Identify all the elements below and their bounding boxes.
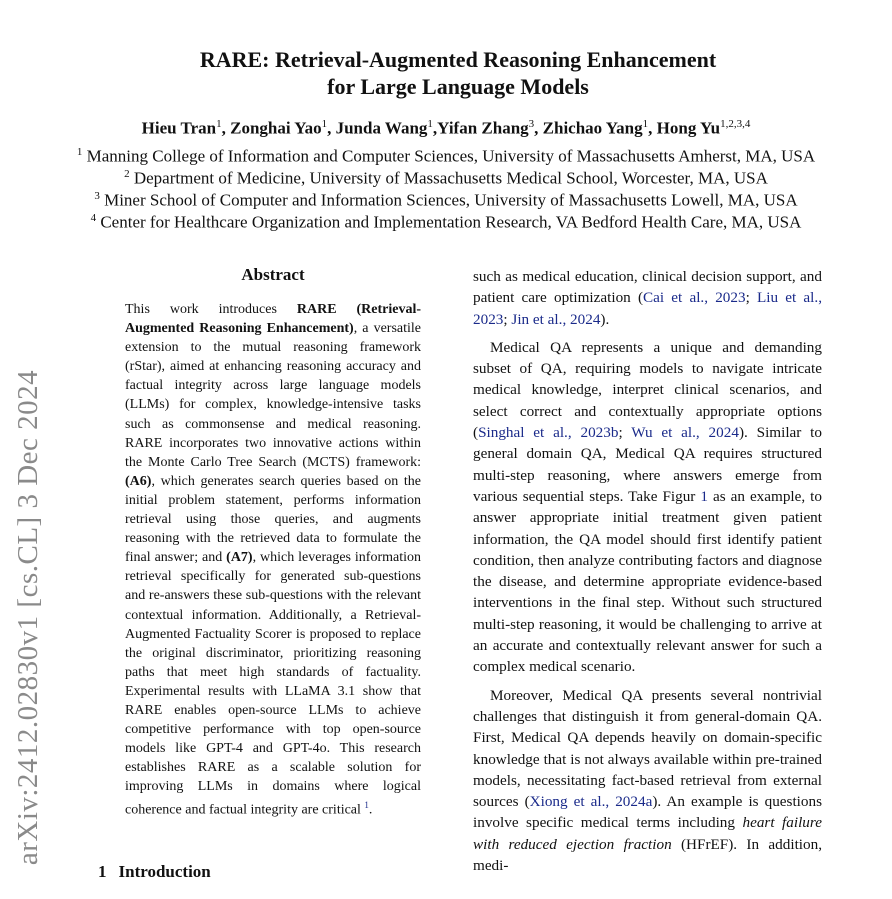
arxiv-sidebar-stamp	[14, 352, 44, 882]
body-text: ).	[600, 310, 610, 328]
affiliation-3	[0, 186, 892, 211]
abstract-text: .	[368, 803, 373, 819]
arxiv-id: arXiv:2412.02830v1 [cs.CL] 3 Dec 2024	[12, 369, 45, 865]
affiliation-sup: 3	[94, 190, 100, 202]
paragraph: such as medical education, clinical decision support, and patient care optimization (Cai et al., 2023; Liu et al., 2023; Jin et al., 2024).	[473, 268, 822, 328]
author-name: Hieu Tran	[141, 118, 217, 138]
author-separator: ,	[327, 118, 336, 138]
affiliation-text: Department of Medicine, University of Massachusetts Medical School, Worcester, MA, USA	[133, 168, 768, 188]
abstract-heading: Abstract	[241, 265, 305, 284]
section-title: Introduction	[118, 862, 211, 881]
abstract-text: , which leverages information retrieval specifically for generated sub-questions and re-answers these sub-questions with the relevant contextual information. Additionally, a Retrieval-Augmented Factuality Scorer is proposed to replace the original discriminator, prioritizing reasoning paths that meet high standards of factuality. Experimental results with LLaMA 3.1 show that RARE enables open-source LLMs to achieve competitive performance with top open-source models like GPT-4 and GPT-4o. This research establishes RARE as a scalable solution for improving LLMs in domains where logical coherence and factual integrity are critical	[125, 550, 421, 819]
footnote-link[interactable]: 1	[364, 800, 369, 811]
abstract-rare-name: RARE (Retrieval-Augmented Reasoning Enhancement)	[125, 302, 422, 337]
paragraph	[473, 685, 822, 877]
author-name: Zonghai Yao	[230, 118, 322, 138]
affiliation-sup: 1	[76, 146, 83, 158]
citation-link[interactable]: Jin et al., 2024	[511, 310, 601, 328]
paper-title-line1: RARE: Retrieval-Augmented Reasoning Enhancement	[199, 47, 717, 72]
affiliation-text: Manning College of Information and Computer Sciences, University of Massachusetts Amherst, MA, USA	[86, 146, 816, 166]
author-affil-sup: 1	[642, 118, 649, 130]
section-heading-introduction	[98, 862, 211, 882]
citation-link[interactable]: Liu et al., 2023	[473, 289, 822, 328]
author-separator: ,	[534, 118, 543, 138]
body-text: (HFrEF). In addition, medi-	[473, 835, 822, 875]
affiliation-text: Center for Healthcare Organization and Implementation Research, VA Bedford Health Care, MA, USA	[100, 212, 802, 232]
abstract-action-a6: (A6)	[125, 473, 152, 489]
italic-term: heart failure with reduced ejection fraction	[473, 814, 822, 853]
body-text: ). An example is questions involve specific medical terms including	[473, 793, 822, 832]
author-affil-sup: 1	[216, 118, 222, 130]
section-number: 1	[98, 862, 107, 881]
author-name: Zhichao Yang	[542, 118, 643, 138]
affiliation-4	[0, 208, 892, 233]
citation-link[interactable]: Wu et al., 2024	[631, 424, 739, 442]
body-text: such as medical education, clinical decision support, and patient care optimization (	[473, 268, 822, 307]
abstract-action-a7: (A7)	[226, 550, 253, 566]
right-column-body	[473, 266, 822, 883]
abstract-text: , which generates search queries based on the initial problem statement, performs information retrieval using those queries, and augments reasoning with the retrieved data to formulate the final answer; and	[125, 473, 421, 566]
author-name: Hong Yu	[656, 118, 721, 138]
affiliation-sup: 2	[124, 168, 130, 180]
author-affil-sup: 1	[427, 118, 433, 130]
paragraph: Medical QA represents a unique and demanding subset of QA, requiring models to navigate intricate medical knowledge, interpret clinical scenarios, and select correct and contextually appropriate options (Singhal et al., 2023b; Wu et al., 2024). Similar to general domain QA, Medical QA requires structured multi-step reasoning, where answers emerge from various sequential steps. Take Figur 1 as an example, to answer appropriate initial treatment given patient information, the QA model should first identify patient condition, then analyze contributing factors and diagnose the disease, and determine appropriate evidence-based interventions in the final step. Without such structured multi-step reasoning, it would be challenging to arrive at an accurate and contextually relevant answer for such a complex medical scenario.	[473, 338, 822, 676]
author-affil-sup: 3	[528, 118, 535, 130]
figure-ref-link[interactable]: 1	[700, 487, 708, 505]
affiliation-2	[0, 164, 892, 189]
author-separator: ,	[432, 118, 438, 138]
author-separator: ,	[221, 118, 231, 138]
author-name: Junda Wang	[335, 118, 428, 138]
affiliation-1	[0, 142, 892, 167]
author-separator: ,	[648, 118, 657, 138]
abstract-text: This work introduces	[125, 302, 297, 317]
author-affil-sup: 1	[321, 118, 328, 130]
citation-link[interactable]: Xiong et al., 2024a	[529, 793, 653, 811]
body-text: as an example, to answer appropriate initial treatment given patient information, the QA model should first identify patient condition, then analyze contributing factors and diagnose the disease, and determine appropriate evidence-based interventions in the final step. Without such structured multi-step reasoning, it would be challenging to arrive at an accurate and contextually relevant answer for such a complex medical scenario.	[473, 487, 822, 676]
citation-link[interactable]: Cai et al., 2023	[643, 289, 746, 307]
citation-link[interactable]: Singhal et al., 2023b	[478, 424, 619, 442]
affiliation-text: Miner School of Computer and Information Sciences, University of Massachusetts Lowell, MA, USA	[104, 190, 798, 210]
abstract-text: , a versatile extension to the mutual reasoning framework (rStar), aimed at enhancing reasoning accuracy and factual integrity across large language models (LLMs) for complex, knowledge-intensive tasks such as commonsense and medical reasoning. RARE incorporates two innovative actions within the Monte Carlo Tree Search (MCTS) framework:	[125, 321, 421, 470]
body-text: Moreover, Medical QA presents several nontrivial challenges that distinguish it from general-domain QA. First, Medical QA depends heavily on domain-specific knowledge that is not always available within pre-trained models, necessitating fact-based retrieval from external sources (	[473, 686, 822, 811]
author-name: Yifan Zhang	[437, 118, 529, 138]
author-list	[0, 118, 892, 139]
body-text: Medical QA represents a unique and demanding subset of QA, requiring models to navigate intricate medical knowledge, interpret clinical scenarios, and select correct and contextually appropriate options (	[473, 338, 822, 442]
affiliation-sup: 4	[90, 212, 97, 224]
author-affil-sup: 1,2,3,4	[720, 118, 751, 130]
abstract-body	[125, 300, 421, 820]
paper-title-line2: for Large Language Models	[327, 74, 589, 99]
body-text: ). Similar to general domain QA, Medical QA requires structured multi-step reasoning, where answers emerge from various sequential steps. Take Figur	[473, 424, 822, 505]
